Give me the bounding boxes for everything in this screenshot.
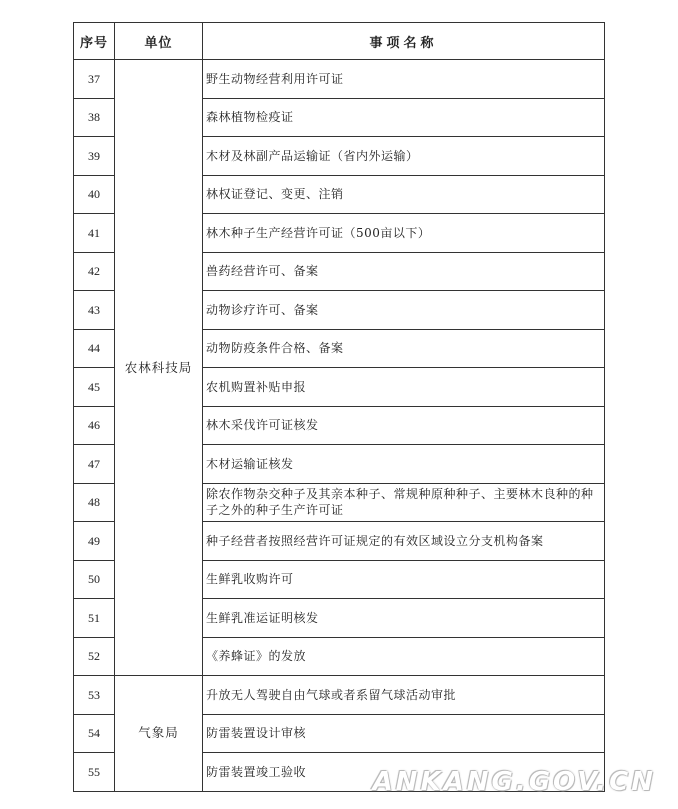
table-body: [74, 60, 605, 792]
row-number: 52: [74, 637, 115, 676]
row-number: 49: [74, 522, 115, 561]
row-number: 50: [74, 560, 115, 599]
row-number: 41: [74, 214, 115, 253]
row-number: 39: [74, 137, 115, 176]
header-number: 序号: [74, 23, 115, 60]
item-name: 林木种子生产经营许可证（500亩以下）: [203, 214, 605, 253]
item-name: 升放无人驾驶自由气球或者系留气球活动审批: [203, 676, 605, 715]
row-number: 48: [74, 483, 115, 522]
row-number: 43: [74, 291, 115, 330]
table-row: [74, 60, 605, 99]
site-watermark: ANKANG.GOV.CN: [372, 767, 656, 797]
row-number: 46: [74, 406, 115, 445]
item-name: 生鲜乳准运证明核发: [203, 599, 605, 638]
row-number: 54: [74, 714, 115, 753]
items-table: [73, 22, 605, 792]
item-name: 《养蜂证》的发放: [203, 637, 605, 676]
row-number: 42: [74, 252, 115, 291]
item-name: 森林植物检疫证: [203, 98, 605, 137]
unit-cell: 气象局: [115, 676, 203, 792]
row-number: 47: [74, 445, 115, 484]
row-number: 37: [74, 60, 115, 99]
row-number: 44: [74, 329, 115, 368]
item-name: 除农作物杂交种子及其亲本种子、常规种原种种子、主要林木良种的种子之外的种子生产许可证: [203, 483, 605, 522]
table-row: [74, 676, 605, 715]
item-name: 兽药经营许可、备案: [203, 252, 605, 291]
item-name: 农机购置补贴申报: [203, 368, 605, 407]
item-name: 防雷装置设计审核: [203, 714, 605, 753]
row-number: 45: [74, 368, 115, 407]
row-number: 55: [74, 753, 115, 792]
item-name: 木材运输证核发: [203, 445, 605, 484]
unit-cell: 农林科技局: [115, 60, 203, 676]
item-name: 生鲜乳收购许可: [203, 560, 605, 599]
item-name: 种子经营者按照经营许可证规定的有效区域设立分支机构备案: [203, 522, 605, 561]
row-number: 38: [74, 98, 115, 137]
item-name: 木材及林副产品运输证（省内外运输）: [203, 137, 605, 176]
item-name: 林权证登记、变更、注销: [203, 175, 605, 214]
header-unit: 单位: [115, 23, 203, 60]
row-number: 53: [74, 676, 115, 715]
row-number: 51: [74, 599, 115, 638]
item-name: 动物防疫条件合格、备案: [203, 329, 605, 368]
item-name: 林木采伐许可证核发: [203, 406, 605, 445]
row-number: 40: [74, 175, 115, 214]
item-name: 动物诊疗许可、备案: [203, 291, 605, 330]
item-name: 野生动物经营利用许可证: [203, 60, 605, 99]
header-item-name: 事项名称: [203, 23, 605, 60]
header-row: [74, 23, 605, 60]
item-name: 防雷装置竣工验收: [203, 753, 605, 792]
